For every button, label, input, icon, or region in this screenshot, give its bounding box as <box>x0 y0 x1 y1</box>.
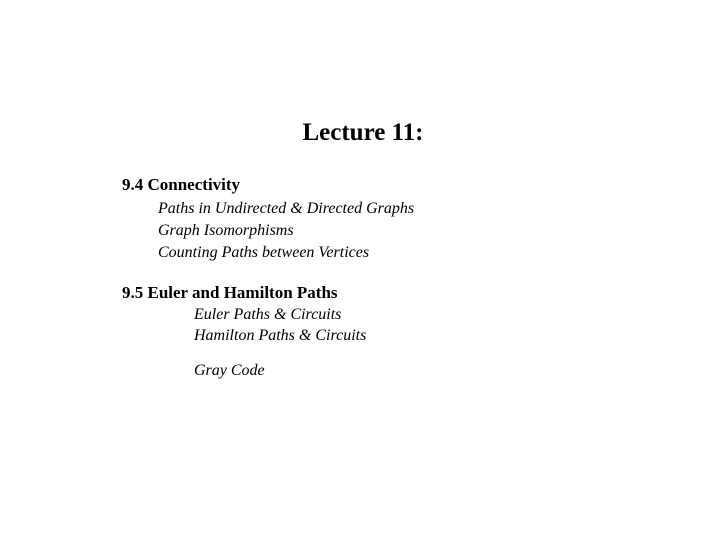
topic-hamilton-paths: Hamilton Paths & Circuits <box>194 327 367 344</box>
section-heading-connectivity: 9.4 Connectivity <box>122 175 241 194</box>
topic-gray-code: Gray Code <box>194 362 265 379</box>
slide-title: Lecture 11: <box>302 119 424 146</box>
section-heading-euler-hamilton: 9.5 Euler and Hamilton Paths <box>122 283 338 302</box>
topic-euler-paths: Euler Paths & Circuits <box>194 306 342 323</box>
topic-graph-isomorphisms: Graph Isomorphisms <box>158 222 294 239</box>
topic-paths-undirected-directed: Paths in Undirected & Directed Graphs <box>158 200 415 217</box>
topic-counting-paths: Counting Paths between Vertices <box>158 244 370 261</box>
